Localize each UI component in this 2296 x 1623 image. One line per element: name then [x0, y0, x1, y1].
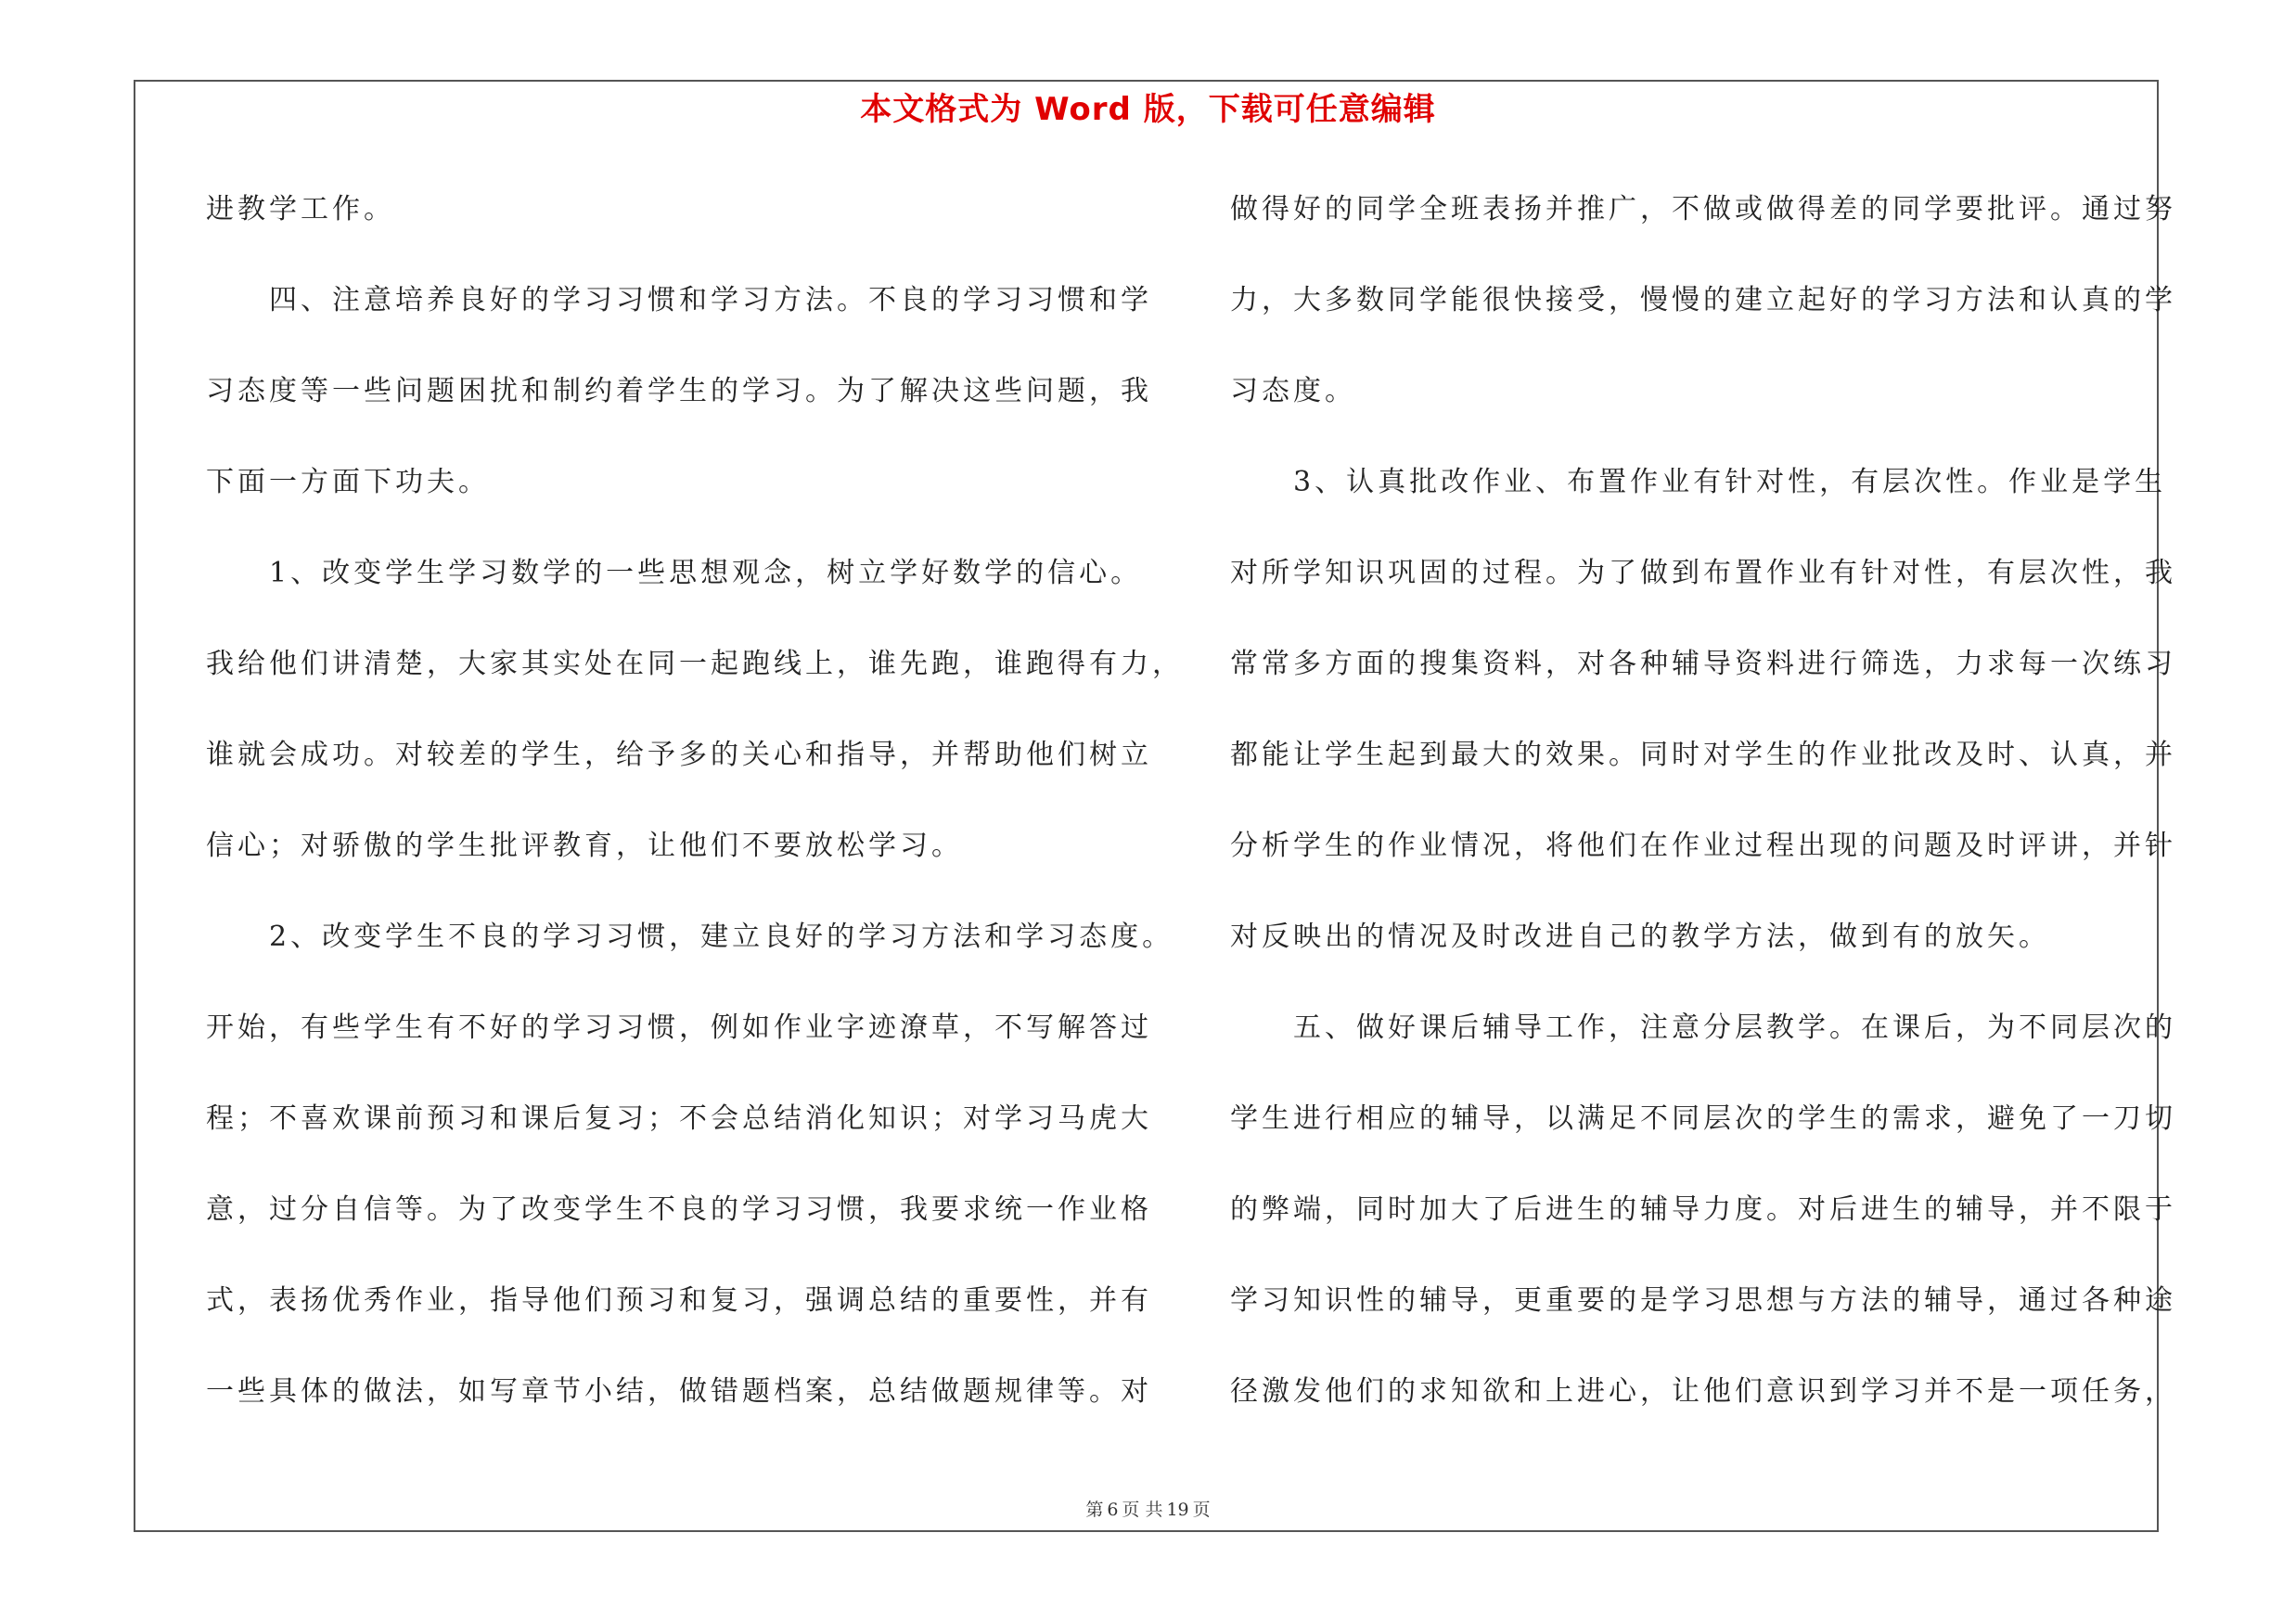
text-line: 意，过分自信等。为了改变学生不良的学习习惯，我要求统一作业格: [206, 1193, 1152, 1226]
text-line: 对反映出的情况及时改进自己的教学方法，做到有的放矢。: [1230, 921, 2050, 953]
text-line: 常常多方面的搜集资料，对各种辅导资料进行筛选，力求每一次练习: [1230, 648, 2176, 680]
text-line: 下面一方面下功夫。: [206, 466, 490, 498]
text-line: 力，大多数同学能很快接受，慢慢的建立起好的学习方法和认真的学: [1230, 284, 2176, 316]
text-line: 五、做好课后辅导工作，注意分层教学。在课后，为不同层次的: [1230, 1011, 2176, 1044]
text-line: 习态度等一些问题困扰和制约着学生的学习。为了解决这些问题，我: [206, 375, 1152, 407]
text-line: 一些具体的做法，如写章节小结，做错题档案，总结做题规律等。对: [206, 1375, 1152, 1408]
text-line: 径激发他们的求知欲和上进心，让他们意识到学习并不是一项任务，: [1230, 1375, 2176, 1408]
footer-page: 6: [1107, 1500, 1119, 1520]
text-line: 谁就会成功。对较差的学生，给予多的关心和指导，并帮助他们树立: [206, 739, 1152, 771]
text-line: 3、认真批改作业、布置作业有针对性，有层次性。作业是学生: [1230, 466, 2167, 498]
text-line: 我给他们讲清楚，大家其实处在同一起跑线上，谁先跑，谁跑得有力，: [206, 648, 1184, 680]
text-line: 进教学工作。: [206, 193, 395, 225]
text-line: 1、改变学生学习数学的一些思想观念，树立学好数学的信心。: [206, 557, 1143, 589]
text-line: 学习知识性的辅导，更重要的是学习思想与方法的辅导，通过各种途: [1230, 1284, 2176, 1317]
text-line: 的弊端，同时加大了后进生的辅导力度。对后进生的辅导，并不限于: [1230, 1193, 2176, 1226]
left-column: [206, 182, 1184, 1455]
footer-mid: 页 共: [1122, 1500, 1163, 1520]
text-line: 式，表扬优秀作业，指导他们预习和复习，强调总结的重要性，并有: [206, 1284, 1152, 1317]
text-line: 开始，有些学生有不好的学习习惯，例如作业字迹潦草，不写解答过: [206, 1011, 1152, 1044]
text-line: 做得好的同学全班表扬并推广，不做或做得差的同学要批评。通过努: [1230, 193, 2176, 225]
text-line: 分析学生的作业情况，将他们在作业过程出现的问题及时评讲，并针: [1230, 830, 2176, 862]
text-line: 都能让学生起到最大的效果。同时对学生的作业批改及时、认真，并: [1230, 739, 2176, 771]
text-line: 程；不喜欢课前预习和课后复习；不会总结消化知识；对学习马虎大: [206, 1102, 1152, 1135]
right-column: [1230, 182, 2176, 1455]
text-line: 习态度。: [1230, 375, 1356, 407]
footer-suffix: 页: [1192, 1500, 1211, 1520]
page-number-footer: [0, 1496, 2296, 1521]
text-line: 学生进行相应的辅导，以满足不同层次的学生的需求，避免了一刀切: [1230, 1102, 2176, 1135]
text-line: 对所学知识巩固的过程。为了做到布置作业有针对性，有层次性，我: [1230, 557, 2176, 589]
format-banner: 本文格式为 Word 版，下载可任意编辑: [860, 91, 1436, 128]
text-line: 四、注意培养良好的学习习惯和学习方法。不良的学习习惯和学: [206, 284, 1152, 316]
footer-prefix: 第: [1085, 1500, 1104, 1520]
text-line: 2、改变学生不良的学习习惯，建立良好的学习方法和学习态度。: [206, 921, 1174, 953]
text-line: 信心；对骄傲的学生批评教育，让他们不要放松学习。: [206, 830, 963, 862]
footer-total: 19: [1166, 1500, 1189, 1520]
